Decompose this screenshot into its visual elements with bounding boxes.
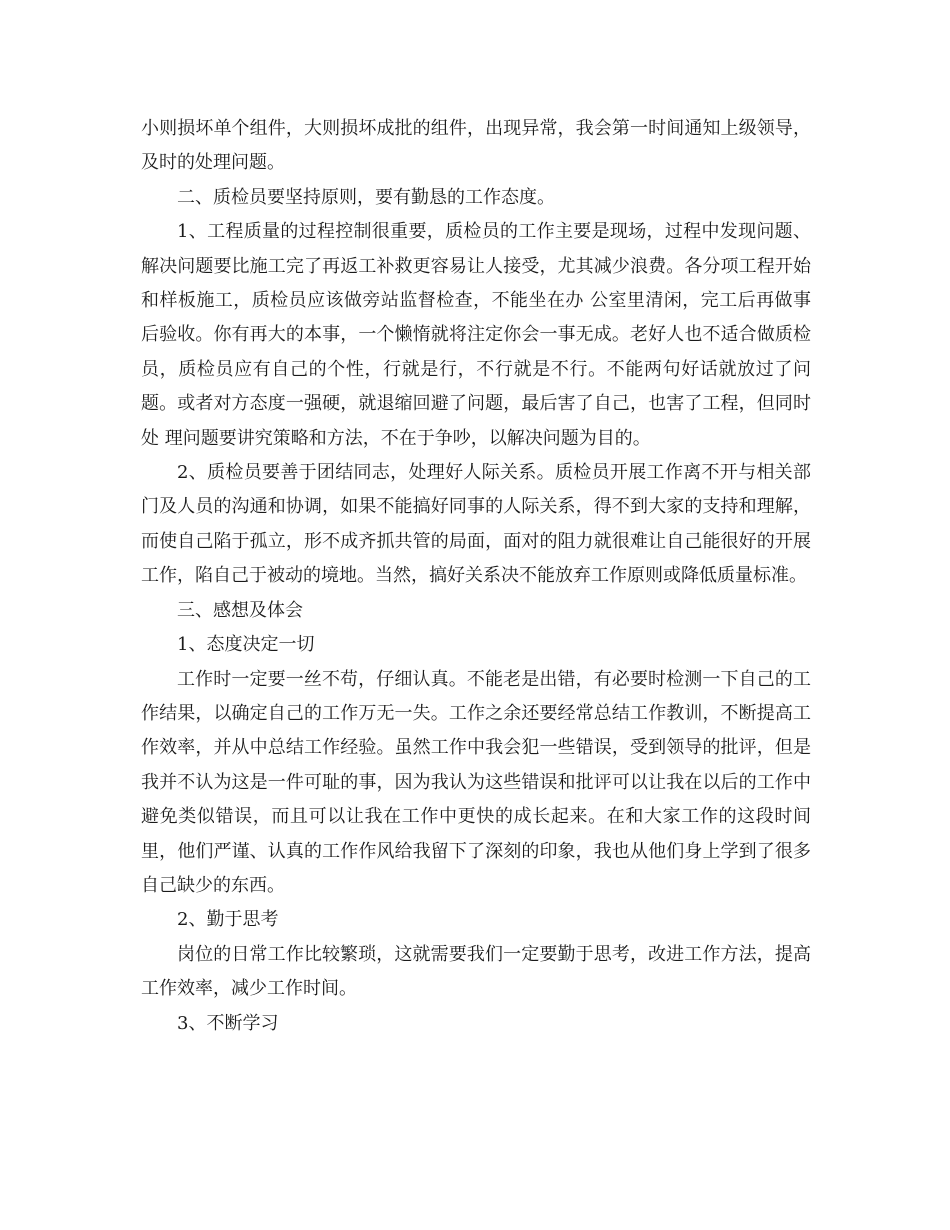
paragraph-continuation: 小则损坏单个组件，大则损坏成批的组件，出现异常，我会第一时间通知上级领导，及时的处理问题。 bbox=[141, 118, 811, 174]
subheading-learning: 3、不断学习 bbox=[177, 1012, 279, 1034]
heading-section-three: 三、感想及体会 bbox=[177, 599, 303, 621]
paragraph-attitude: 工作时一定要一丝不苟，仔细认真。不能老是出错，有必要时检测一下自己的工作结果，以确定自己的工作万无一失。工作之余还要经常总结工作教训，不断提高工作效率，并从中总结工作经验。虽然工作中我会犯一些错误，受到领导的批评，但是我并不认为这是一件可耻的事，因为我认为这些错误和批评可以让我在以后的工作中避免类似错误，而且可以让我在工作中更快的成长起来。在和大家工作的这段时间里，他们严谨、认真的工作作风给我留下了深刻的印象，我也从他们身上学到了很多自己缺少的东西。 bbox=[141, 668, 811, 896]
paragraph-teamwork: 2、质检员要善于团结同志，处理好人际关系。质检员开展工作离不开与相关部门及人员的沟通和协调，如果不能搞好同事的人际关系，得不到大家的支持和理解，而使自己陷于孤立，形不成齐抓共管的局面，面对的阻力就很难让自己能很好的开展工作，陷自己于被动的境地。当然，搞好关系决不能放弃工作原则或降低质量标准。 bbox=[141, 462, 811, 587]
document-page bbox=[141, 112, 811, 1041]
heading-section-two: 二、质检员要坚持原则，要有勤恳的工作态度。 bbox=[177, 186, 555, 208]
subheading-thinking: 2、勤于思考 bbox=[177, 909, 279, 931]
paragraph-process-control: 1、工程质量的过程控制很重要，质检员的工作主要是现场，过程中发现问题、解决问题要比施工完了再返工补救更容易让人接受，尤其减少浪费。各分项工程开始和样板施工，质检员应该做旁站监督检查，不能坐在办 公室里清闲，完工后再做事后验收。你有再大的本事，一个懒惰就将注定你会一事无成。老好人也不适合做质检员，质检员应有自己的个性，行就是行，不行就是不行。不能两句好话就放过了问题。或者对方态度一强硬，就退缩回避了问题，最后害了自己，也害了工程，但同时处 理问题要讲究策略和方法，不在于争吵，以解决问题为目的。 bbox=[141, 221, 811, 449]
paragraph-thinking: 岗位的日常工作比较繁琐，这就需要我们一定要勤于思考，改进工作方法，提高工作效率，减少工作时间。 bbox=[141, 943, 811, 1000]
subheading-attitude: 1、态度决定一切 bbox=[177, 634, 315, 656]
